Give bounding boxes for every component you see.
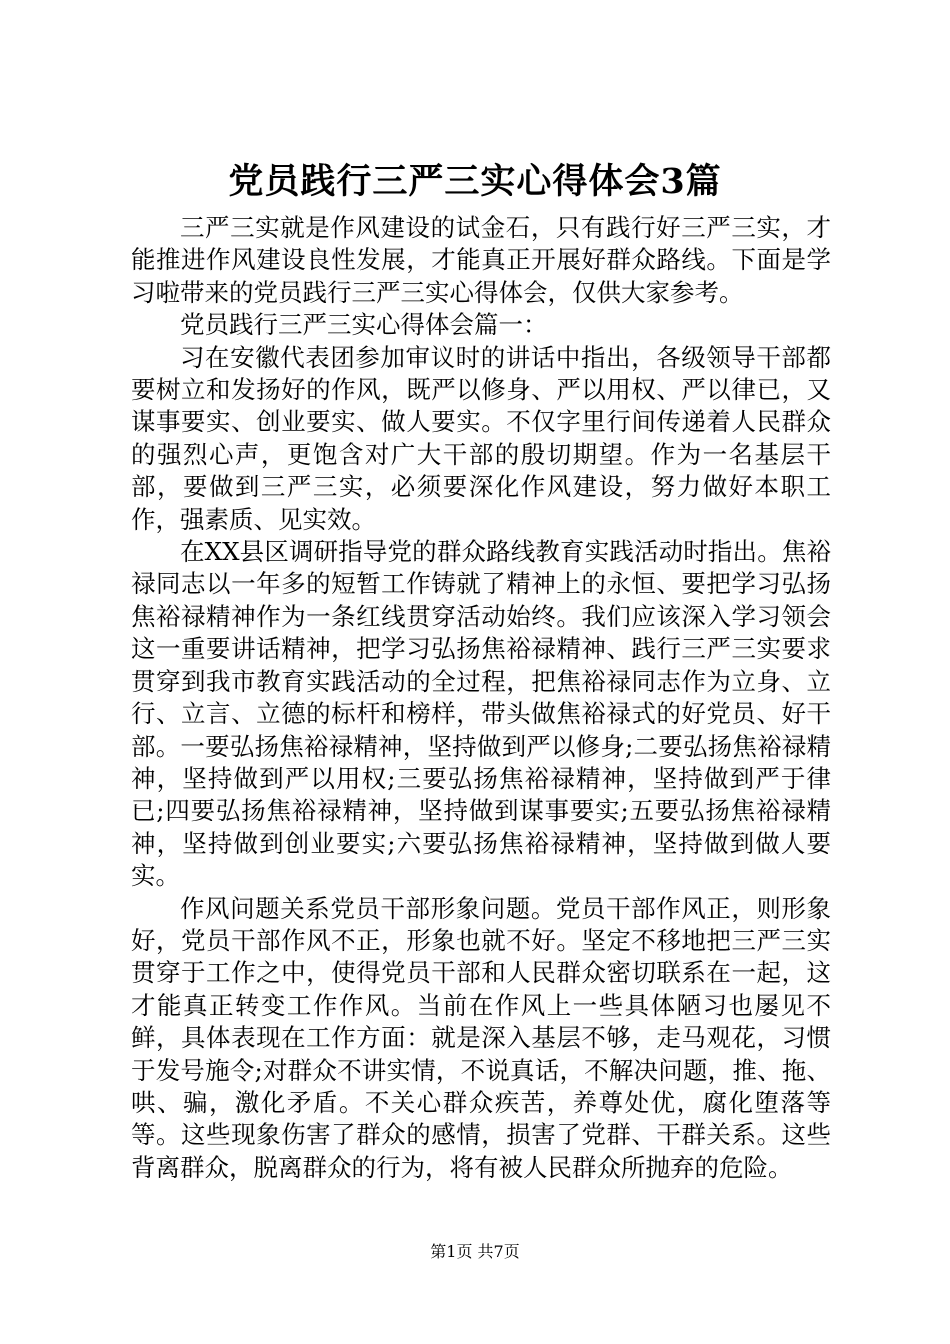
paragraph-intro: 三严三实就是作风建设的试金石，只有践行好三严三实，才能推进作风建设良性发展，才能真正开展好群众路线。下面是学习啦带来的党员践行三严三实心得体会，仅供大家参考。 xyxy=(131,213,831,307)
paragraph-anhui-speech: 习在安徽代表团参加审议时的讲话中指出，各级领导干部都要树立和发扬好的作风，既严以修身、严以用权、严以律已，又谋事要实、创业要实、做人要实。不仅字里行间传递着人民群众的强烈心声，更饱含对广大干部的殷切期望。作为一名基层干部，要做到三严三实，必须要深化作风建设，努力做好本职工作，强素质、见实效。 xyxy=(131,342,831,534)
page-number: 第1页 xyxy=(430,1242,473,1261)
paragraph-jiaoyulu: 在XX县区调研指导党的群众路线教育实践活动时指出。焦裕禄同志以一年多的短暂工作铸就了精神上的永恒、要把学习弘扬焦裕禄精神作为一条红线贯穿活动始终。我们应该深入学习领会这一重要讲话精神，把学习弘扬焦裕禄精神、践行三严三实要求贯穿到我市教育实践活动的全过程，把焦裕禄同志作为立身、立行、立言、立德的标杆和榜样，带头做焦裕禄式的好党员、好干部。一要弘扬焦裕禄精神，坚持做到严以修身;二要弘扬焦裕禄精神，坚持做到严以用权;三要弘扬焦裕禄精神，坚持做到严于律已;四要弘扬焦裕禄精神，坚持做到谋事要实;五要弘扬焦裕禄精神，坚持做到创业要实;六要弘扬焦裕禄精神，坚持做到做人要实。 xyxy=(131,537,831,891)
document-title: 党员践行三严三实心得体会3篇 xyxy=(228,161,722,202)
page-total: 共7页 xyxy=(477,1242,520,1261)
document-body xyxy=(131,212,831,1184)
paragraph-work-style: 作风问题关系党员干部形象问题。党员干部作风正，则形象好，党员干部作风不正，形象也就不好。坚定不移地把三严三实贯穿于工作之中，使得党员干部和人民群众密切联系在一起，这才能真正转变工作作风。当前在作风上一些具体陋习也屡见不鲜，具体表现在工作方面：就是深入基层不够，走马观花，习惯于发号施令;对群众不讲实情，不说真话，不解决问题，推、拖、哄、骗，激化矛盾。不关心群众疾苦，养尊处优，腐化堕落等等。这些现象伤害了群众的感情，损害了党群、干群关系。这些背离群众，脱离群众的行为，将有被人民群众所抛弃的危险。 xyxy=(131,893,831,1182)
page-footer xyxy=(0,1242,950,1262)
paragraph-section-heading: 党员践行三严三实心得体会篇一： xyxy=(180,310,548,340)
